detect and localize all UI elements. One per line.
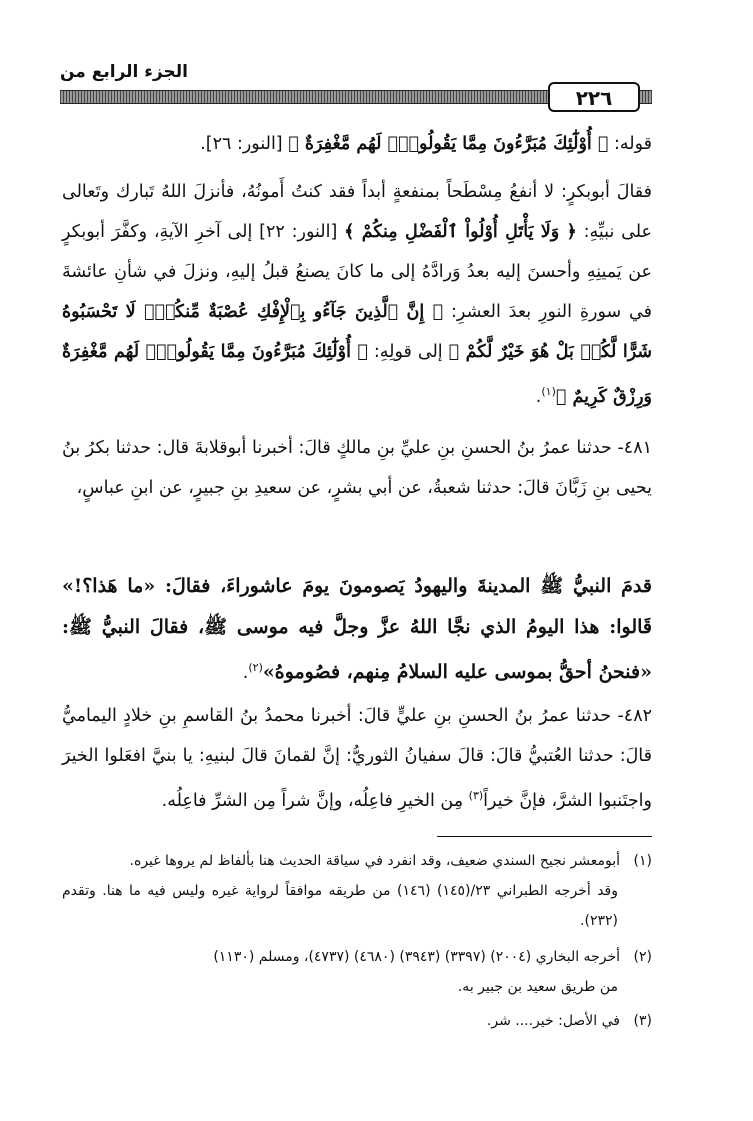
footnote-ref: (٣) (468, 789, 484, 802)
isnad-text: ٤٨٢- حدثنا عمرُ بنُ الحسنِ بنِ عليٍّ قالَ: أخبرنا محمدُ بنُ القاسمِ بنِ خلادٍ اليماميُّ قالَ: حدثنا العُتبيُّ قالَ: قالَ سفيانُ الثوريُّ: إنَّ لقمانَ قالَ لبنيهِ: يا بنيَّ افعَلوا الخيرَ واجتَنبوا الشرَّ، فإنَّ خيراً (62, 706, 652, 811)
footnote-number: (٣) (633, 1013, 652, 1029)
isnad-text: ٤٨١- حدثنا عمرُ بنُ الحسنِ بنِ عليِّ بنِ مالكٍ قالَ: أخبرنا أبوقلابةَ قال: حدثنا بكرُ بنُ يحيى بنِ زَبَّانَ قالَ: حدثنا شعبةُ، عن أبي بشرٍ، عن سعيدِ بنِ جبيرٍ، عن ابنِ عباسٍ، (62, 438, 652, 498)
narrative-text: فقالَ أبوبكرٍ: لا أنفعُ مِسْطَحاً بمنفعةٍ أبداً فقد كنتُ أَمونُهُ، فأنزلَ اللهُ تَبارك وتَعالى على نبيِّهِ: (62, 182, 652, 242)
hadith-481-text (62, 566, 652, 693)
running-header-title: الجزء الرابع من (60, 62, 188, 82)
lead-text: قوله: (613, 134, 652, 154)
footnote-separator (437, 836, 652, 837)
footnote-text: أخرجه البخاري (٢٠٠٤) (٣٣٩٧) (٣٩٤٣) (٤٦٨٠) (٤٧٣٧)، ومسلم (١١٣٠) (213, 949, 620, 965)
quran-reference: [النور: ٢٦]. (200, 134, 283, 154)
footnote-text: في الأصل: خير.... شر. (486, 1013, 620, 1029)
footnote-number: (١) (633, 853, 652, 869)
quran-quote: ﴿ أُوْلَٰٓئِكَ مُبَرَّءُونَ مِمَّا يَقُولُونَۖ لَهُم مَّغْفِرَةٌ ﴾ (288, 134, 609, 154)
page-number: ٢٢٦ (548, 82, 640, 112)
narrative-text: إلى قولِهِ: (373, 342, 443, 362)
paragraph-quote-intro (62, 124, 652, 164)
paragraph-abu-bakr (62, 172, 652, 417)
footnote-ref: (٢) (248, 661, 263, 674)
hadith-481-chain (62, 428, 652, 508)
narrative-text: [النور: ٢٢] إلى آخرِ الآيةِ، وكفَّرَ أبوبكرٍ عن يَمينِهِ وأحسنَ إليه بعدُ وَرادَّهُ إلى ما كانَ يصنعُ قبلُ إليهِ، ونزلَ في شأنِ عائشةَ في سورةِ النورِ بعدَ العشرِ: (62, 222, 652, 322)
quran-quote: ﴿ إِنَّ ٱلَّذِينَ جَآءُو بِٱلْإِفْكِ عُصْبَةٌ مِّنكُمْۚ لَا تَحْسَبُوهُ شَرًّا لَّكُمۖ بَلْ هُوَ خَيْرٌ لَّكُمْ ﴾ (62, 302, 653, 362)
matn-text: قدمَ النبيُّ ﷺ المدينةَ واليهودُ يَصومونَ يومَ عاشوراءَ، فقالَ: «ما هَذا؟!» قَالوا: هذا اليومُ الذي نجَّا اللهُ عزَّ وجلَّ فيه موسى ﷺ، فقالَ النبيُّ ﷺ: «فنحنُ أحقُّ بموسى عليه السلامُ مِنهم، فصُوموهُ» (62, 575, 652, 683)
sentence-end: . (535, 386, 542, 407)
footnote-text: أبومعشر نجيح السندي ضعيف، وقد انفرد في سياقة الحديث هنا بألفاظ لم يروها غيره. (129, 853, 620, 869)
footnote-number: (٢) (633, 949, 652, 965)
footnote-text: وقد أخرجه الطبراني ٢٣/(١٤٥) (١٤٦) من طريقه موافقاً لرواية غيره وليس فيه ما هنا. وتقدم (٢٣٢). (62, 883, 619, 929)
footnote-1 (62, 846, 652, 936)
footnote-2 (62, 942, 652, 1002)
sentence-end: . (242, 662, 249, 683)
footnote-text: من طريق سعيد بن جبير به. (457, 979, 618, 995)
quran-quote: ﴿ أُوْلَٰٓئِكَ مُبَرَّءُونَ مِمَّا يَقُولُونَۖ لَهُم مَّغْفِرَةٌ وَرِزْقٌ كَرِيمٌ ﴾ (62, 342, 652, 407)
quran-quote: ﴿ وَلَا يَأْتَلِ أُوْلُواْ ٱلْفَضْلِ مِنكُمْ ﴾ (344, 222, 577, 242)
isnad-text: مِن الخيرِ فاعِلُه، وإنَّ شراً مِن الشرِّ فاعِلُه. (161, 790, 464, 811)
footnote-3 (62, 1006, 652, 1036)
footnote-ref: (١) (541, 385, 556, 398)
hadith-482 (62, 696, 652, 821)
